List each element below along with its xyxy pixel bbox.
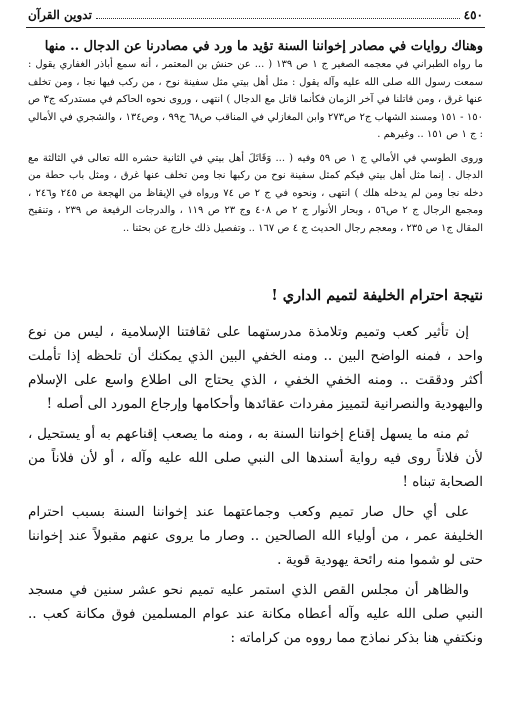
running-title: تدوين القرآن [28, 8, 92, 22]
page-header [28, 6, 483, 24]
header-rule [26, 27, 485, 28]
section-lead: وهناك روايات في مصادر إخواننا السنة تؤيد ما ورد في مصادرنا عن الدجال .. منها [44, 39, 483, 54]
page-body [28, 38, 483, 650]
paragraph-4: والظاهر أن مجلس القص الذي استمر عليه تميم نحو عشر سنين في مسجد النبي صلى الله عليه وآله أعطاه مكانة عند عوام المسلمين فوق مكانة كعب .. ونكتفي هنا بذكر نماذج مما رووه من كراماته : [28, 582, 483, 646]
page-number: ٤٥٠ [463, 8, 483, 22]
header-dotted-leader [96, 12, 460, 19]
narration-note-1: ما رواه الطبراني في معجمه الصغير ج ١ ص ١٣٩ ( ... عن حنش بن المعتمر ، أنه سمع أباذر الغفاري يقول : سمعت رسول الله صلى الله عليه وآله يقول : مثل أهل بيتي مثل سفينة نوح ، من ركب فيها نجا ، ومن تخلف عنها غرق ، ومن قاتلنا في آخر الزمان فكأنما قاتل مع الدجال ) انتهى ، وروى نحوه الحاكم في مستدركه ج٣ ص ١٥٠ - ١٥١ ومسند الشهاب ج٢ ص٢٧٣ وابن المغازلي في المناقب ص٦٨ ح٩٩ ، وص١٣٤ ، والشجري في الأمالي : ج ١ ص ١٥١ .. وغيرهم . [28, 59, 483, 140]
section-heading: نتيجة احترام الخليفة لتميم الداري ! [271, 287, 483, 304]
paragraph-3: على أي حال صار تميم وكعب وجماعتهما عند إخواننا السنة بسبب احترام الخليفة عمر ، من أولياء الله الصالحين .. وصار ما يروى عنهم مقبولاً عند إخواننا حتى لو شموا منه رائحة يهودية قوية . [28, 504, 483, 568]
narration-note-2: وروى الطوسي في الأمالي ج ١ ص ٥٩ وفيه ( ... وَقَاتَلَ أهل بيتي في الثانية حشره الله تعالى في الثالثة مع الدجال . إنما مثل أهل بيتي فيكم كمثل سفينة نوح من ركبها نجا ومن تخلف عنها غرق ، ومثل باب حطة من دخله نجا ومن لم يدخله هلك ) انتهى ، ونحوه في ج ٢ ص ٧٤ ورواه في الإيقاظ من الهجعة ص ٢٤٥ و٢٤٦ ، ومجمع الرجال ج ٢ ص٥٦ ، وبحار الأنوار ج ٢ ص ٤٠٨ وج ٢٣ ص ١١٩ ، والدرجات الرفيعة ص ٢٣٩ ، وتنقيح المقال ج١ ص ٢٣٥ ، ومعجم رجال الحديث ج ٤ ص ١٦٧ .. وتفصيل ذلك خارج عن بحثنا .. [28, 152, 484, 234]
paragraph-1: إن تأثير كعب وتميم وتلامذة مدرستهما على ثقافتنا الإسلامية ، ليس من نوع واحد ، فمنه الواضح البين .. ومنه الخفي البين الذي يمكنك أن تلحظه إذا تأملت أكثر ودققت .. ومنه الخفي الخفي ، الذي يحتاج الى اطلاع واسع على الإسلام واليهودية والنصرانية لتمييز مفردات عقائدها وأحكامها وإرجاع المورد الى أصله ! [28, 324, 483, 412]
paragraph-2: ثم منه ما يسهل إقناع إخواننا السنة به ، ومنه ما يصعب إقناعهم به أو يستحيل ، لأن فلاناً روى فيه رواية أسندها الى النبي صلى الله عليه وآله ، أو لأن فلاناً من الصحابة تبناه ! [28, 426, 483, 490]
